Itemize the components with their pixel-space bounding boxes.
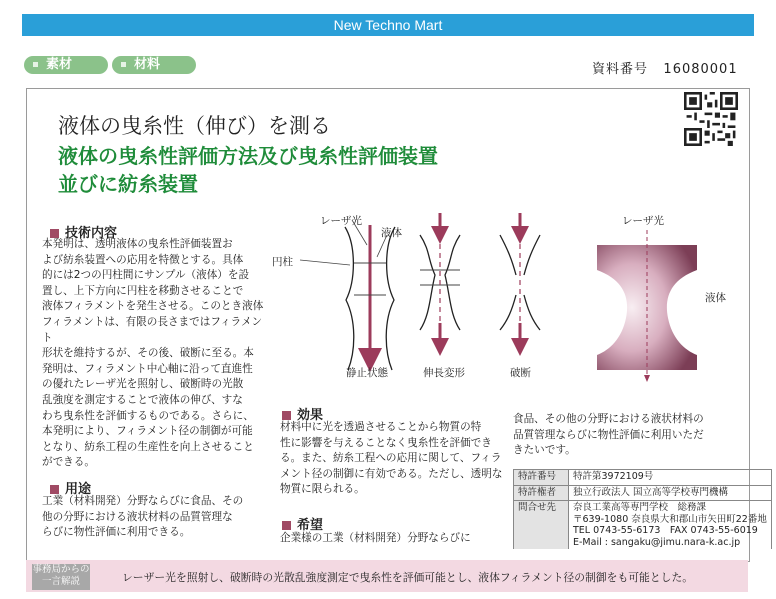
main-title: 液体の曳糸性（伸び）を測る <box>58 114 331 138</box>
state-label-static: 静止状態 <box>346 367 388 379</box>
patent-info-table <box>513 469 772 549</box>
footer-label: 事務局からの 一言解説 <box>32 564 90 590</box>
qr-code-icon <box>684 92 738 146</box>
break-state-figure <box>500 213 540 347</box>
section-heading-tech: 技術内容 <box>50 222 117 241</box>
square-bullet-icon <box>282 521 291 530</box>
table-row: 特許番号 特許第3972109号 <box>514 470 772 486</box>
doc-number: 資料番号 16080001 <box>592 62 738 77</box>
tech-body: 本発明は、透明液体の曳糸性評価装置お よび紡糸装置への応用を特徴とする。具体 的には2つの円柱間にサンプル（液体）を設 置し、上下方向に円柱を移動させることで 液体フィラメントを発生させる。このとき液体 フィラメントは、有限の長さまではフィラメント 形状を維持するが、その後、破断に至る。本 発明は、フィラメント中心軸に沿って直進性 の優れたレーザ光を照射し、破断時の光散 乱強度を測定することで液体の伸び、すな わち曳糸性を評価するものである。さらに、 本発明により、フィラメント径の制御が可能 となり、紡糸工程の生産性を向上させること ができる。 <box>42 238 264 469</box>
hope-body-continued: 食品、その他の分野における液状材料の 品質管理ならびに物性評価に利用いただ きたいです。 <box>513 413 704 457</box>
photo-liquid-label: 液体 <box>705 292 726 304</box>
header-title: New Techno Mart <box>333 17 443 33</box>
filament-photo <box>592 210 702 385</box>
section-heading-hope: 希望 <box>282 514 323 533</box>
category-tag-material: 素材 <box>24 56 108 74</box>
category-tag-materials: 材料 <box>112 56 196 74</box>
section-heading-effect: 効果 <box>282 404 323 423</box>
photo-laser-label: レーザ光 <box>622 215 664 227</box>
state-label-break: 破断 <box>510 367 531 379</box>
state-label-stretch: 伸長変形 <box>423 367 465 379</box>
diagram-liquid-label: 液体 <box>381 227 402 239</box>
table-row: 特許権者 独立行政法人 国立高等学校専門機構 <box>514 485 772 501</box>
contact-details: 奈良工業高等専門学校 総務課 〒639-1080 奈良県大和郡山市矢田町22番地 TEL 0743-55-6173 FAX 0743-55-6019 E-Mail : sangaku@jimu.nara-k.ac.jp <box>569 501 772 550</box>
table-row: 問合せ先 奈良工業高等専門学校 総務課 〒639-1080 奈良県大和郡山市矢田町22番地 TEL 0743-55-6173 FAX 0743-55-6019 E-Mail : sangaku@jimu.nara-k.ac.jp <box>514 501 772 550</box>
diagram-laser-label: レーザ光 <box>320 215 362 227</box>
bullet-icon <box>33 62 38 67</box>
stretch-state-figure <box>420 213 460 347</box>
section-heading-use: 用途 <box>50 478 91 497</box>
footer-comment: レーザー光を照射し、破断時の光散乱強度測定で曳糸性を評価可能とし、液体フィラメント径の制御をも可能とした。 <box>122 571 694 584</box>
effect-body: 材料中に光を透過させることから物質の特 性に影響を与えることなく曳糸性を評価でき る。また、紡糸工程への応用に関して、フィラ メント径の制御に有効である。ただし、透明な 物質に限られる。 <box>280 421 503 496</box>
square-bullet-icon <box>50 485 59 494</box>
filament-diagram <box>270 205 570 385</box>
static-state-figure <box>300 220 395 370</box>
diagram-cylinder-label: 円柱 <box>272 256 293 268</box>
use-body: 工業（材料開発）分野ならびに食品、その 他の分野における液状材料の品質管理な らびに物性評価に利用できる。 <box>42 495 244 539</box>
header-bar <box>22 14 754 36</box>
hope-body: 企業様の工業（材料開発）分野ならびに <box>280 532 471 544</box>
bullet-icon <box>121 62 126 67</box>
square-bullet-icon <box>282 411 291 420</box>
sub-title: 液体の曳糸性評価方法及び曳糸性評価装置 並びに紡糸装置 <box>58 144 438 196</box>
